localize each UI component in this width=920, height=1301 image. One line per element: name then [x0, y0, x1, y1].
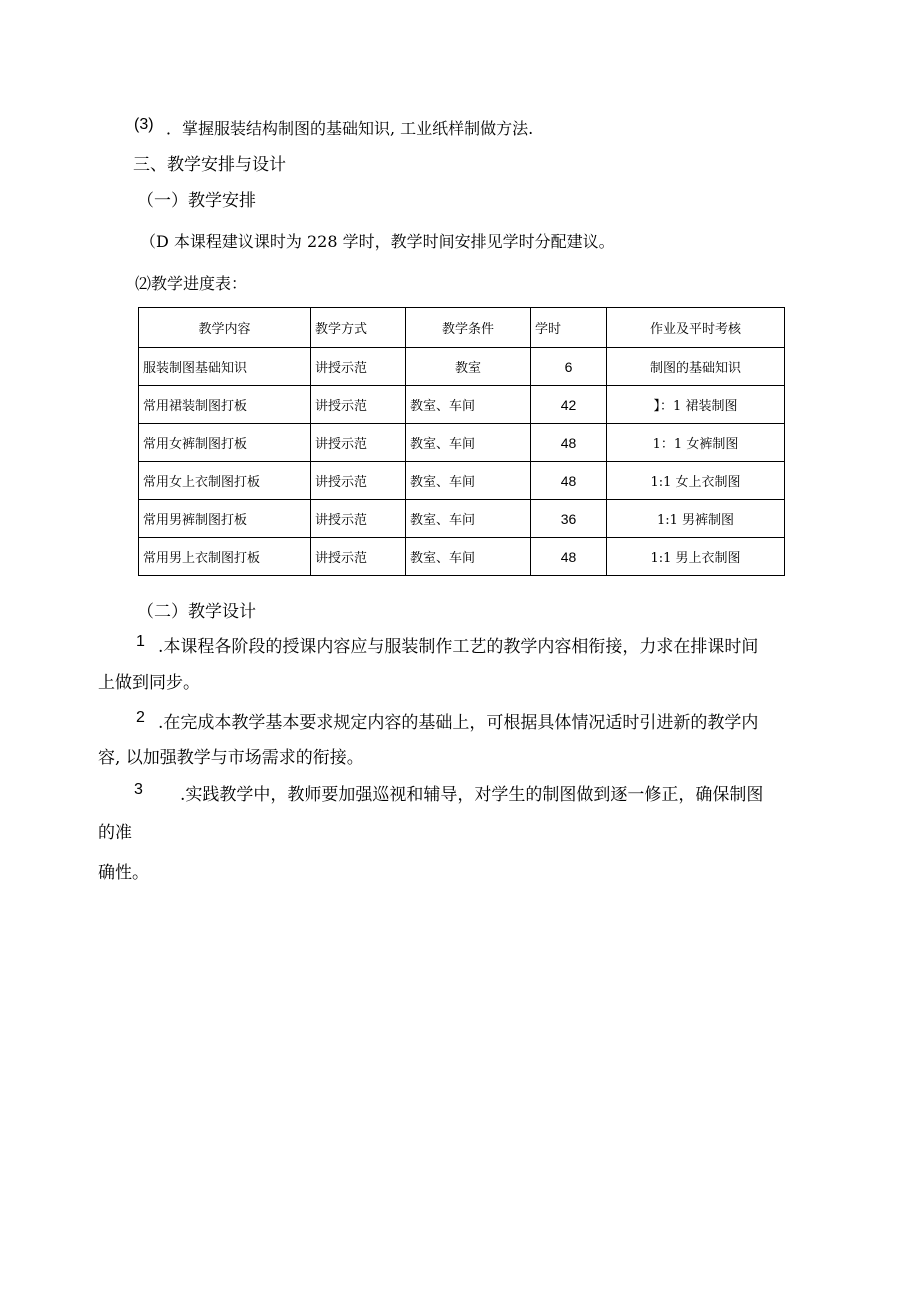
design-item-3-number: 3: [134, 781, 143, 798]
cell-hours: 48: [531, 538, 607, 576]
table-header-row: [139, 308, 785, 348]
cell-content: 常用男裤制图打板: [139, 500, 311, 538]
header-hours: 学时: [531, 308, 607, 348]
cell-conditions: 教室: [406, 348, 531, 386]
cell-content: 常用女裤制图打板: [139, 424, 311, 462]
cell-hours: 6: [531, 348, 607, 386]
cell-content: 常用裙装制图打板: [139, 386, 311, 424]
design-item-3-line-2: 的准: [98, 823, 132, 843]
design-item-1-number: 1: [136, 633, 145, 650]
design-item-1-line-2: 上做到同步。: [98, 673, 200, 693]
design-item-3-line-3: 确性。: [98, 863, 149, 883]
cell-assessment: 1:1 男上衣制图: [607, 538, 785, 576]
header-assessment: 作业及平时考核: [607, 308, 785, 348]
table-row: [139, 386, 785, 424]
header-content: 教学内容: [139, 308, 311, 348]
design-item-2-line-2: 容, 以加强教学与市场需求的衔接。: [98, 748, 364, 768]
cell-method: 讲授示范: [311, 348, 406, 386]
design-item-3-line-1: .实践教学中，教师要加强巡视和辅导，对学生的制图做到逐一修正，确保制图: [180, 785, 764, 805]
table-row: [139, 538, 785, 576]
cell-content: 常用男上衣制图打板: [139, 538, 311, 576]
table-row: [139, 424, 785, 462]
item-3-text: ．掌握服装结构制图的基础知识, 工业纸样制做方法.: [166, 119, 534, 138]
cell-assessment: 制图的基础知识: [607, 348, 785, 386]
cell-assessment: 1：1 女裤制图: [607, 424, 785, 462]
cell-content: 常用女上衣制图打板: [139, 462, 311, 500]
cell-conditions: 教室、车间: [406, 538, 531, 576]
cell-conditions: 教室、车间: [406, 424, 531, 462]
teaching-schedule-table: [138, 307, 785, 576]
table-row: [139, 348, 785, 386]
schedule-table-caption: ⑵教学进度表：: [135, 274, 248, 293]
design-item-2-number: 2: [136, 709, 145, 726]
cell-conditions: 教室、车间: [406, 462, 531, 500]
cell-hours: 48: [531, 424, 607, 462]
cell-method: 讲授示范: [311, 538, 406, 576]
cell-assessment: 1:1 女上衣制图: [607, 462, 785, 500]
cell-method: 讲授示范: [311, 500, 406, 538]
cell-conditions: 教室、车间: [406, 386, 531, 424]
item-3-number: (3): [134, 116, 154, 133]
table-row: [139, 462, 785, 500]
design-item-2-line-1: .在完成本教学基本要求规定内容的基础上，可根据具体情况适时引进新的教学内: [158, 713, 759, 733]
header-conditions: 教学条件: [406, 308, 531, 348]
cell-assessment: 】：1 裙装制图: [607, 386, 785, 424]
cell-method: 讲授示范: [311, 424, 406, 462]
table-row: [139, 500, 785, 538]
cell-hours: 42: [531, 386, 607, 424]
cell-method: 讲授示范: [311, 386, 406, 424]
cell-conditions: 教室、车问: [406, 500, 531, 538]
header-method: 教学方式: [311, 308, 406, 348]
section-3-heading: 三、教学安排与设计: [133, 155, 286, 175]
subsection-1-heading: （一）教学安排: [137, 191, 256, 211]
cell-hours: 36: [531, 500, 607, 538]
cell-hours: 48: [531, 462, 607, 500]
cell-assessment: 1:1 男裤制图: [607, 500, 785, 538]
design-item-1-line-1: .本课程各阶段的授课内容应与服装制作工艺的教学内容相衔接，力求在排课时间: [158, 637, 759, 657]
subsection-2-heading: （二）教学设计: [137, 602, 256, 622]
course-hours-paragraph: （D 本课程建议课时为 228 学时，教学时间安排见学时分配建议。: [140, 232, 615, 251]
cell-content: 服装制图基础知识: [139, 348, 311, 386]
cell-method: 讲授示范: [311, 462, 406, 500]
